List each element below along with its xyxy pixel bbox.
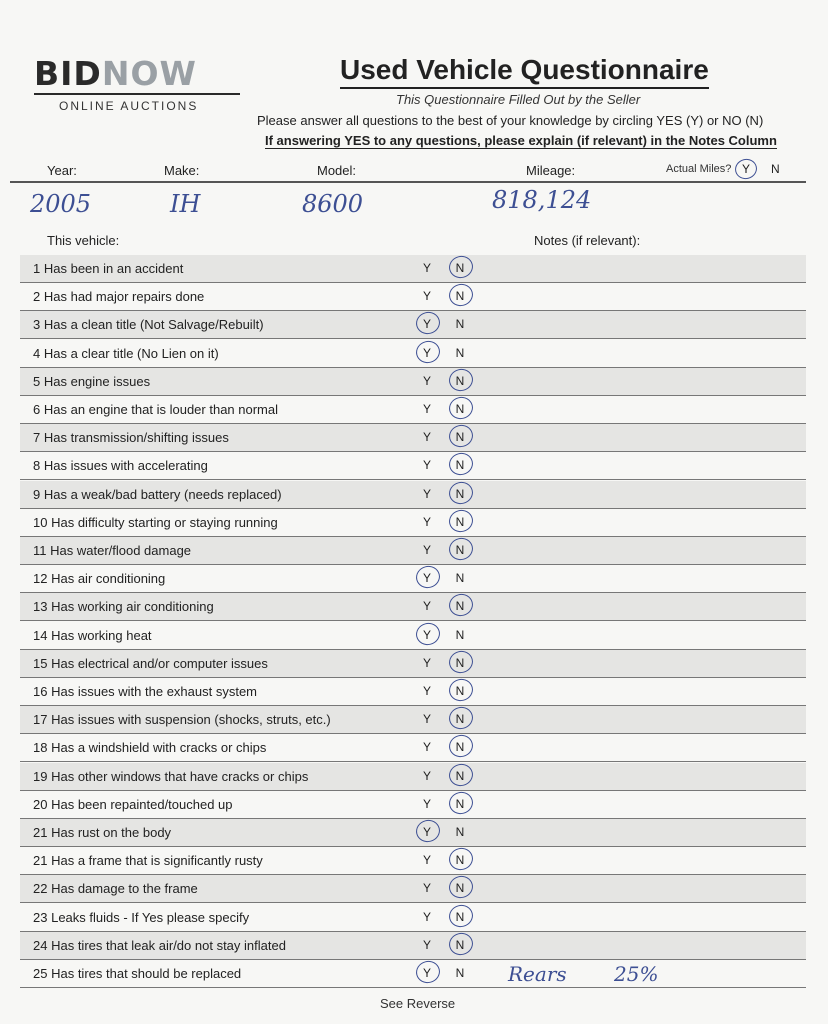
answer-circle-mark	[447, 733, 476, 760]
yes-option[interactable]: Y	[422, 571, 431, 586]
question-number: 11	[33, 543, 47, 558]
year-label: Year:	[47, 163, 77, 178]
question-label: Has working air conditioning	[51, 599, 214, 615]
answer-circle-mark	[414, 564, 443, 591]
question-number: 21	[33, 825, 48, 840]
question-number: 12	[33, 571, 48, 587]
yes-option[interactable]: Y	[422, 261, 431, 275]
logo-wordmark	[34, 56, 240, 92]
yes-option[interactable]: Y	[422, 373, 431, 388]
answer-circle-mark	[447, 592, 476, 619]
actual-miles-no[interactable]: N	[771, 162, 780, 176]
question-number: 25	[33, 966, 48, 981]
yes-option[interactable]: Y	[422, 796, 431, 811]
logo-now: NOW	[101, 54, 197, 93]
table-row	[20, 791, 806, 819]
question-text	[33, 712, 331, 727]
question-label: Has had major repairs done	[43, 289, 205, 305]
no-option[interactable]: N	[455, 740, 465, 755]
question-number: 10	[33, 514, 48, 530]
question-number: 23	[33, 909, 48, 925]
table-row	[20, 396, 806, 424]
question-number: 4	[33, 345, 41, 361]
question-text	[33, 938, 286, 953]
question-label: Has been in an accident	[43, 261, 184, 276]
answer-circle-mark	[447, 479, 476, 506]
answer-circle-mark	[447, 705, 476, 732]
no-option[interactable]: N	[455, 289, 465, 304]
no-option[interactable]: N	[455, 458, 465, 473]
yes-option[interactable]: Y	[422, 345, 431, 360]
question-number: 18	[33, 740, 48, 756]
yes-option[interactable]: Y	[422, 853, 431, 868]
answer-circle-mark	[447, 846, 476, 873]
question-number: 1	[33, 261, 41, 276]
table-row	[20, 622, 806, 650]
mileage-label: Mileage:	[526, 163, 576, 178]
question-text	[33, 543, 191, 558]
question-text	[33, 374, 150, 389]
table-row	[20, 650, 806, 678]
page-title: Used Vehicle Questionnaire	[340, 54, 709, 89]
model-value: 8600	[302, 190, 364, 218]
instruction-text: Please answer all questions to the best of your knowledge by circling YES (Y) or NO (N)	[257, 113, 764, 128]
question-text	[33, 769, 308, 784]
yes-option[interactable]: Y	[422, 825, 431, 839]
no-option[interactable]: N	[455, 599, 465, 614]
page-subtitle: This Questionnaire Filled Out by the Seller	[396, 92, 641, 107]
table-row	[20, 960, 806, 988]
table-row	[20, 706, 806, 734]
question-label: Has a weak/bad battery (needs replaced)	[43, 486, 282, 502]
no-option[interactable]: N	[455, 655, 465, 670]
no-option[interactable]: N	[455, 796, 465, 811]
see-reverse-text: See Reverse	[380, 996, 456, 1011]
question-label: Has a clear title (No Lien on it)	[43, 345, 219, 361]
answer-circle-mark	[447, 789, 476, 816]
question-number: 15	[33, 655, 48, 671]
answer-circle-mark	[447, 282, 476, 309]
note-value: Rears	[508, 962, 567, 986]
answer-circle-mark	[447, 535, 476, 562]
question-label: Has difficulty starting or staying running	[51, 514, 278, 530]
table-row	[20, 904, 806, 932]
no-option[interactable]: N	[455, 486, 465, 501]
no-option[interactable]: N	[455, 430, 465, 445]
yes-option[interactable]: Y	[422, 655, 431, 670]
question-number: 5	[33, 373, 41, 389]
logo-rule	[34, 93, 240, 95]
question-text	[33, 599, 214, 614]
question-number: 17	[33, 712, 48, 728]
answer-circle-mark	[414, 817, 443, 844]
yes-option[interactable]: Y	[422, 514, 431, 529]
question-number: 21	[33, 853, 48, 869]
yes-option[interactable]: Y	[422, 289, 431, 304]
question-label: Has a frame that is significantly rusty	[51, 853, 263, 869]
no-option[interactable]: N	[455, 345, 465, 360]
table-row	[20, 340, 806, 368]
table-row	[20, 537, 806, 565]
question-text	[33, 853, 263, 868]
question-number: 13	[33, 599, 48, 615]
question-text	[33, 402, 278, 417]
question-text	[33, 825, 171, 840]
logo-subtitle: ONLINE AUCTIONS	[59, 99, 199, 113]
question-text	[33, 684, 257, 699]
question-text	[33, 346, 219, 361]
table-row	[20, 509, 806, 537]
yes-option[interactable]: Y	[422, 712, 431, 727]
question-label: Has issues with suspension (shocks, struts, etc.)	[51, 712, 331, 728]
no-option[interactable]: N	[455, 684, 465, 698]
no-option[interactable]: N	[455, 373, 465, 388]
question-label: Has tires that should be replaced	[51, 966, 242, 981]
no-option[interactable]: N	[455, 825, 465, 839]
yes-option[interactable]: Y	[422, 458, 431, 473]
table-row	[20, 368, 806, 396]
question-number: 16	[33, 684, 48, 699]
question-text	[33, 515, 278, 530]
answer-circle-mark	[447, 366, 476, 393]
answer-circle-mark	[414, 338, 443, 365]
yes-option[interactable]: Y	[422, 966, 431, 980]
question-text	[33, 881, 198, 896]
question-label: Has rust on the body	[51, 825, 172, 840]
table-row	[20, 481, 806, 509]
yes-option[interactable]: Y	[422, 909, 431, 924]
mileage-value: 818,124	[492, 186, 592, 214]
no-option[interactable]: N	[455, 909, 465, 924]
answer-circle-mark	[447, 902, 476, 929]
question-text	[33, 628, 152, 643]
yes-option[interactable]: Y	[422, 599, 431, 614]
yes-option[interactable]: Y	[422, 317, 431, 332]
question-number: 7	[33, 430, 41, 446]
actual-miles-label: Actual Miles?	[666, 163, 732, 175]
table-row	[20, 875, 806, 903]
year-value: 2005	[30, 190, 92, 218]
no-option[interactable]: N	[455, 937, 465, 952]
yes-option[interactable]: Y	[422, 937, 431, 952]
bidnow-logo	[34, 56, 240, 113]
make-value: IH	[170, 190, 201, 218]
no-option[interactable]: N	[455, 543, 465, 557]
question-label: Has transmission/shifting issues	[43, 430, 229, 446]
question-label: Has working heat	[51, 627, 152, 643]
answer-circle-mark	[447, 451, 476, 478]
actual-miles-yes-circle-mark	[733, 157, 759, 182]
question-number: 2	[33, 289, 41, 305]
question-number: 19	[33, 768, 48, 784]
note-value-2: 25%	[614, 962, 659, 986]
question-text	[33, 487, 282, 502]
question-label: Has other windows that have cracks or chips	[51, 768, 309, 784]
yes-option[interactable]: Y	[422, 486, 431, 501]
question-text	[33, 797, 233, 812]
yes-option[interactable]: Y	[422, 402, 431, 416]
question-text	[33, 317, 264, 332]
no-option[interactable]: N	[455, 966, 465, 980]
question-text	[33, 910, 249, 925]
logo-bid: BID	[34, 54, 102, 93]
no-option[interactable]: N	[455, 853, 465, 868]
question-text	[33, 430, 229, 445]
answer-circle-mark	[447, 676, 476, 703]
question-number: 14	[33, 627, 48, 643]
question-label: Has a windshield with cracks or chips	[51, 740, 267, 756]
table-row	[20, 565, 806, 593]
question-label: Has issues with accelerating	[43, 458, 208, 474]
table-row	[20, 311, 806, 339]
no-option[interactable]: N	[455, 261, 465, 275]
question-number: 6	[33, 402, 41, 417]
question-number: 20	[33, 796, 48, 812]
question-label: Has an engine that is louder than normal	[43, 402, 279, 417]
answer-circle-mark	[447, 874, 476, 901]
question-text	[33, 458, 208, 473]
instruction-bold-text: If answering YES to any questions, please explain (if relevant) in the Notes Column	[265, 133, 777, 148]
yes-option[interactable]: Y	[422, 684, 431, 698]
yes-option[interactable]: Y	[422, 881, 431, 896]
question-label: Has water/flood damage	[50, 543, 192, 558]
table-row	[20, 763, 806, 791]
table-row	[20, 819, 806, 847]
question-label: Has issues with the exhaust system	[51, 684, 258, 699]
question-label: Has tires that leak air/do not stay inflated	[51, 937, 286, 953]
question-number: 8	[33, 458, 41, 474]
yes-option[interactable]: Y	[422, 430, 431, 445]
answer-circle-mark	[414, 958, 443, 985]
table-row	[20, 932, 806, 960]
no-option[interactable]: N	[455, 768, 465, 783]
table-row	[20, 678, 806, 706]
make-label: Make:	[164, 163, 200, 178]
model-label: Model:	[317, 163, 357, 178]
no-option[interactable]: N	[455, 317, 465, 332]
question-text	[33, 289, 204, 304]
no-option[interactable]: N	[455, 514, 465, 529]
table-row	[20, 424, 806, 452]
no-option[interactable]: N	[455, 712, 465, 727]
vehicle-info-rule	[10, 181, 806, 183]
yes-option[interactable]: Y	[422, 768, 431, 783]
yes-option[interactable]: Y	[422, 740, 431, 755]
answer-circle-mark	[447, 930, 476, 957]
answer-circle-mark	[447, 253, 476, 280]
answer-circle-mark	[447, 423, 476, 450]
question-number: 3	[33, 317, 41, 333]
answer-circle-mark	[447, 394, 476, 421]
no-option[interactable]: N	[455, 402, 465, 416]
answer-circle-mark	[447, 648, 476, 675]
yes-option[interactable]: Y	[422, 627, 431, 642]
no-option[interactable]: N	[455, 571, 465, 586]
answer-circle-mark	[414, 620, 443, 647]
no-option[interactable]: N	[455, 627, 465, 642]
question-label: Has damage to the frame	[51, 881, 198, 897]
question-text	[33, 261, 183, 276]
table-row	[20, 255, 806, 283]
question-text	[33, 740, 266, 755]
answer-circle-mark	[447, 507, 476, 534]
question-label: Has engine issues	[43, 373, 151, 389]
table-row	[20, 593, 806, 621]
answer-circle-mark	[447, 761, 476, 788]
table-row	[20, 452, 806, 480]
question-text	[33, 656, 268, 671]
notes-heading: Notes (if relevant):	[534, 233, 641, 248]
question-number: 22	[33, 881, 48, 897]
question-label: Leaks fluids - If Yes please specify	[51, 909, 250, 925]
answer-circle-mark	[414, 310, 443, 337]
yes-option[interactable]: Y	[422, 543, 431, 557]
this-vehicle-heading: This vehicle:	[47, 233, 120, 248]
question-label: Has air conditioning	[51, 571, 166, 587]
question-label: Has a clean title (Not Salvage/Rebuilt)	[43, 317, 264, 333]
no-option[interactable]: N	[455, 881, 465, 896]
question-number: 24	[33, 937, 48, 953]
actual-miles-yes[interactable]: Y	[742, 162, 751, 176]
question-label: Has been repainted/touched up	[51, 796, 233, 812]
table-row	[20, 734, 806, 762]
question-text	[33, 571, 165, 586]
question-label: Has electrical and/or computer issues	[51, 655, 268, 671]
question-text	[33, 966, 241, 981]
question-number: 9	[33, 486, 41, 502]
table-row	[20, 847, 806, 875]
table-row	[20, 283, 806, 311]
